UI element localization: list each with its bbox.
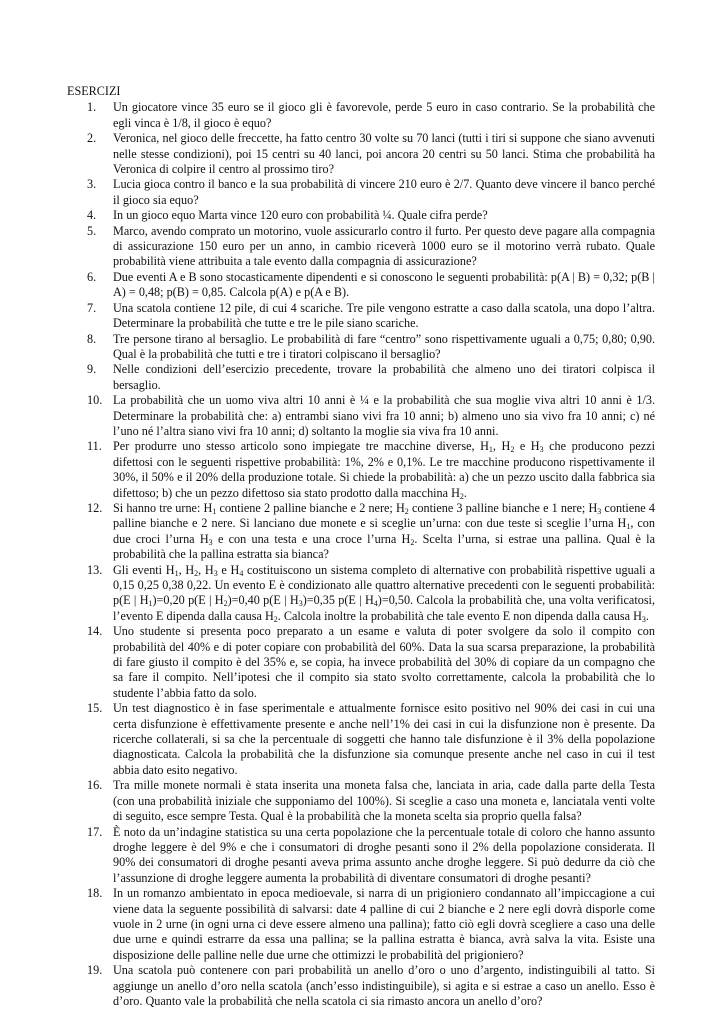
exercise-number: 4. <box>87 208 97 223</box>
exercise-text: Lucia gioca contro il banco e la sua probabilità di vincere 210 euro è 2/7. Quanto deve vincere il banco perché il gioco sia equo? <box>113 177 655 207</box>
exercise-number: 5. <box>87 223 97 238</box>
exercise-text: Una scatola può contenere con pari probabilità un anello d’oro o uno d’argento, indistinguibili al tatto. Si aggiunge un anello d’oro nella scatola (anch’esso indistinguibile), si agita e si estrae a caso un anello. Esso è d’oro. Quanto vale la probabilità che nella scatola ci sia rimasto ancora un anello d’oro? <box>113 963 655 1008</box>
exercise-number: 10. <box>87 393 103 408</box>
exercise-item <box>67 963 655 1009</box>
exercise-item <box>67 100 655 131</box>
exercise-text: Due eventi A e B sono stocasticamente dipendenti e si conoscono le seguenti probabilità: p(A | B) = 0,32; p(B | A) = 0,48; p(B) = 0,85. Calcola p(A) e p(A e B). <box>113 269 655 300</box>
exercise-text: Tre persone tirano al bersaglio. Le probabilità di fare “centro” sono rispettivamente uguali a 0,75; 0,80; 0,90. Qual è la probabilità che tutti e tre i tiratori colpiscano il bersaglio? <box>113 331 655 361</box>
exercise-text: Per produrre uno stesso articolo sono impiegate tre macchine diverse, $H_1$, $H_2$ e $H_3$ che producono pezzi difettosi con le seguenti rispettive probabilità: 1%, 2% e 0,1%. Le tre macchine producono rispettivamente il 30%, il 50% e il 20% della produzione totale. Si chiede la probabilità: a) che un pezzo uscito dalla fabbrica sia difettoso; b) che un pezzo difettoso sia stato prodotto dalla macchina $H_2$. <box>113 439 655 501</box>
exercise-item <box>67 177 655 208</box>
exercise-text: Marco, avendo comprato un motorino, vuole assicurarlo contro il furto. Per questo deve pagare alla compagnia di assicurazione 150 euro per un anno, in cambio riceverà 1000 euro se il motorino verrà rubato. Quale probabilità viene attribuita a tale evento dalla compagnia di assicurazione? <box>113 223 655 269</box>
exercise-text: In un romanzo ambientato in epoca medioevale, si narra di un prigioniero condannato all’impiccagione a cui viene data la seguente possibilità di salvarsi: date 4 palline di cui 2 bianche e 2 nere egli dovrà disporle come vuole in 2 urne (in ogni urna ci deve essere almeno una pallina); fatto ciò egli dovrà scegliere a caso una delle due urne e quindi estrarre da essa una pallina; se la pallina estratta è bianca, avrà salva la vita. Esiste una disposizione delle palline nelle due urne che ottimizzi le probabilità del prigioniero? <box>113 886 655 962</box>
exercise-item <box>67 131 655 177</box>
exercise-text: Veronica, nel gioco delle freccette, ha fatto centro 30 volte su 70 lanci (tutti i tiri si suppone che siano avvenuti nelle stesse condizioni), poi 15 centri su 40 lanci, poi ancora 20 centri su 50 lanci. Stima che probabilità ha Veronica di colpire il centro al prossimo tiro? <box>113 131 655 177</box>
exercise-text: La probabilità che un uomo viva altri 10 anni è ¼ e la probabilità che sua moglie viva altri 10 anni è 1/3. Determinare la probabilità che: a) entrambi siano vivi fra 10 anni; b) almeno uno sia vivo fra 10 anni; c) né l’uno né l’altra siano vivi fra 10 anni; d) soltanto la moglie sia viva fra 10 anni. <box>113 393 655 438</box>
document-page <box>67 84 655 1009</box>
exercise-text: Nelle condizioni dell’esercizio precedente, trovare la probabilità che almeno uno dei tiratori colpisca il bersaglio. <box>113 362 655 392</box>
exercise-number: 9. <box>87 362 97 377</box>
exercise-number: 15. <box>87 701 103 716</box>
exercise-item <box>67 886 655 963</box>
exercise-text: Uno studente si presenta poco preparato a un esame e valuta di poter svolgere da solo il compito con probabilità del 40% e di poter copiare con probabilità del 60%. Data la sua scarsa preparazione, la probabilità di fare giusto il compito è del 35% e, se copia, ha invece probabilità del 30% di copiare da un compagno che sa fare il compito. Nell’ipotesi che il compito sia stato svolto correttamente, calcola la probabilità che lo studente l’abbia fatto da solo. <box>113 624 655 700</box>
exercise-text: Si hanno tre urne: $H_1$ contiene 2 palline bianche e 2 nere; $H_2$ contiene 3 palline bianche e 1 nere; $H_3$ contiene 4 palline bianche e 2 nere. Si lanciano due monete e si sceglie un’urna: con due teste si sceglie l’urna $H_1$, con due croci l’urna $H_3$ e con una testa e una croce l’urna $H_2$. Scelta l’urna, si estrae una pallina. Qual è la probabilità che la pallina estratta sia bianca? <box>113 500 655 562</box>
exercise-item <box>67 362 655 393</box>
exercise-number: 12. <box>87 500 103 515</box>
exercise-item <box>67 332 655 363</box>
exercise-number: 14. <box>87 624 103 639</box>
exercise-number: 19. <box>87 963 103 978</box>
exercise-list <box>67 100 655 1009</box>
exercise-item <box>67 393 655 439</box>
exercise-item <box>67 208 655 223</box>
exercise-text: Un giocatore vince 35 euro se il gioco gli è favorevole, perde 5 euro in caso contrario. Se la probabilità che egli vinca è 1/8, il gioco è equo? <box>113 100 655 130</box>
exercise-item <box>67 624 655 701</box>
exercise-number: 2. <box>87 131 97 146</box>
exercise-number: 16. <box>87 778 103 793</box>
exercise-number: 17. <box>87 824 103 839</box>
exercise-text: In un gioco equo Marta vince 120 euro con probabilità ¼. Quale cifra perde? <box>113 208 488 223</box>
page-title: ESERCIZI <box>67 84 121 98</box>
exercise-number: 3. <box>87 177 97 192</box>
exercise-item <box>67 563 655 625</box>
exercise-text: Gli eventi $H_1$, $H_2$, $H_3$ e $H_4$ costituiscono un sistema completo di alternative con probabilità rispettive uguali a 0,15 0,25 0,38 0,22. Un evento E è condizionato alle quattro alternative precedenti con le seguenti probabilità: p(E | $H_1)=0,20$ p(E | $H_2)=0,40$ p(E | $H_3)=0,35$ p(E | $H_4)=0,50$. Calcola la probabilità che, una volta verificatosi, l’evento E dipenda dalla causa $H_2$. Calcola inoltre la probabilità che tale evento E non dipenda dalla causa $H_3$. <box>113 562 655 624</box>
exercise-number: 18. <box>87 886 103 901</box>
exercise-text: È noto da un’indagine statistica su una certa popolazione che la percentuale totale di coloro che hanno assunto droghe leggere è del 9% e che i consumatori di droghe pesanti sono il 2% della popolazione considerata. Il 90% dei consumatori di droghe pesanti aveva prima assunto anche droghe leggere. Si può dedurre da ciò che l’assunzione di droghe leggere aumenta la probabilità di diventare consumatori di droghe pesanti? <box>113 824 655 885</box>
exercise-item <box>67 701 655 778</box>
exercise-number: 11. <box>87 439 102 454</box>
exercise-item <box>67 778 655 824</box>
exercise-text: Una scatola contiene 12 pile, di cui 4 scariche. Tre pile vengono estratte a caso dalla scatola, una dopo l’altra. Determinare la probabilità che tutte e tre le pile siano scariche. <box>113 300 655 331</box>
exercise-number: 6. <box>87 269 97 284</box>
exercise-number: 7. <box>87 300 97 315</box>
exercise-number: 1. <box>87 100 97 115</box>
exercise-text: Tra mille monete normali è stata inserita una moneta falsa che, lanciata in aria, cade dalla parte della Testa (con una probabilità iniziale che supponiamo del 100%). Si sceglie a caso una moneta e, lanciatala venti volte di seguito, esce sempre Testa. Qual è la probabilità che la moneta scelta sia proprio quella falsa? <box>113 778 655 824</box>
exercise-item <box>67 825 655 887</box>
exercise-item <box>67 501 655 563</box>
exercise-number: 13. <box>87 562 103 577</box>
exercise-text: Un test diagnostico è in fase sperimentale e attualmente fornisce esito positivo nel 90% dei casi in cui una certa disfunzione è effettivamente presente e anche nell’1% dei casi in cui la disfunzione non è presente. Da ricerche collaterali, si sa che la percentuale di soggetti che hanno tale disfunzione è il 3% della popolazione diagnosticata. Calcola la probabilità che la disfunzione sia comunque presente anche nel caso in cui il test abbia dato esito negativo. <box>113 701 655 777</box>
exercise-item <box>67 301 655 332</box>
exercise-number: 8. <box>87 331 97 346</box>
exercise-item <box>67 270 655 301</box>
exercise-item <box>67 224 655 270</box>
exercise-item <box>67 439 655 501</box>
